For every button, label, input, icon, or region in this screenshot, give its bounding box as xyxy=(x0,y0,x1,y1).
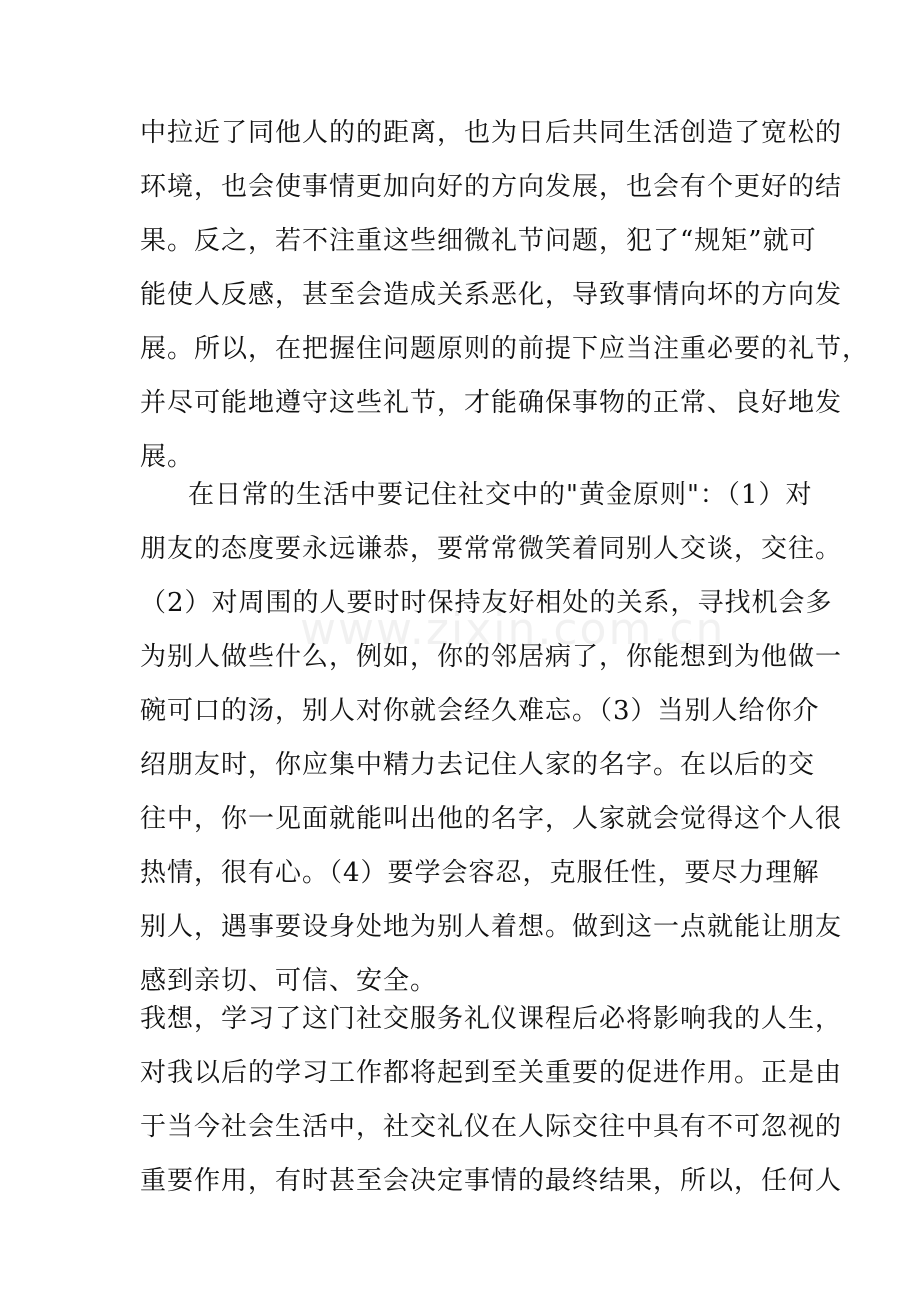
paragraph-line: 为别人做些什么，例如，你的邻居病了，你能想到为他做一 xyxy=(140,642,843,672)
paragraph-line: 并尽可能地遵守这些礼节，才能确保事物的正常、良好地发 xyxy=(140,388,843,418)
paragraph-line: 果。反之，若不注重这些细微礼节问题，犯了“规矩”就可 xyxy=(140,226,817,256)
paragraph-line: 对我以后的学习工作都将起到至关重要的促进作用。正是由 xyxy=(140,1058,843,1088)
paragraph-line: 能使人反感，甚至会造成关系恶化，导致事情向坏的方向发 xyxy=(140,280,843,310)
paragraph-line: 热情，很有心。（4）要学会容忍，克服任性，要尽力理解 xyxy=(140,858,820,888)
paragraph-line: 我想，学习了这门社交服务礼仪课程后必将影响我的人生， xyxy=(140,1004,843,1034)
paragraph-line: 朋友的态度要永远谦恭，要常常微笑着同别人交谈，交往。 xyxy=(140,534,843,564)
paragraph-line: 在日常的生活中要记住社交中的"黄金原则"：（1）对 xyxy=(188,480,813,510)
paragraph-2 xyxy=(140,468,842,1008)
paragraph-3 xyxy=(140,992,842,1208)
paragraph-line: 别人，遇事要设身处地为别人着想。做到这一点就能让朋友 xyxy=(140,912,843,942)
paragraph-line: 展。所以，在把握住问题原则的前提下应当注重必要的礼节， xyxy=(140,334,870,364)
paragraph-line: 重要作用，有时甚至会决定事情的最终结果，所以，任何人 xyxy=(140,1166,843,1196)
paragraph-line: （2）对周围的人要时时保持友好相处的关系，寻找机会多 xyxy=(140,588,833,618)
paragraph-line: 于当今社会生活中，社交礼仪在人际交往中具有不可忽视的 xyxy=(140,1112,843,1142)
paragraph-1 xyxy=(140,106,869,484)
paragraph-line: 中拉近了同他人的的距离，也为日后共同生活创造了宽松的 xyxy=(140,118,843,148)
paragraph-line: 往中，你一见面就能叫出他的名字，人家就会觉得这个人很 xyxy=(140,804,843,834)
paragraph-line: 展。 xyxy=(140,442,195,472)
paragraph-line: 碗可口的汤，别人对你就会经久难忘。（3）当别人给你介 xyxy=(140,696,820,726)
watermark: www.zixin.com.cn xyxy=(300,604,726,655)
paragraph-line: 感到亲切、可信、安全。 xyxy=(140,966,438,996)
paragraph-line: 环境，也会使事情更加向好的方向发展，也会有个更好的结 xyxy=(140,172,843,202)
paragraph-line: 绍朋友时，你应集中精力去记住人家的名字。在以后的交 xyxy=(140,750,816,780)
